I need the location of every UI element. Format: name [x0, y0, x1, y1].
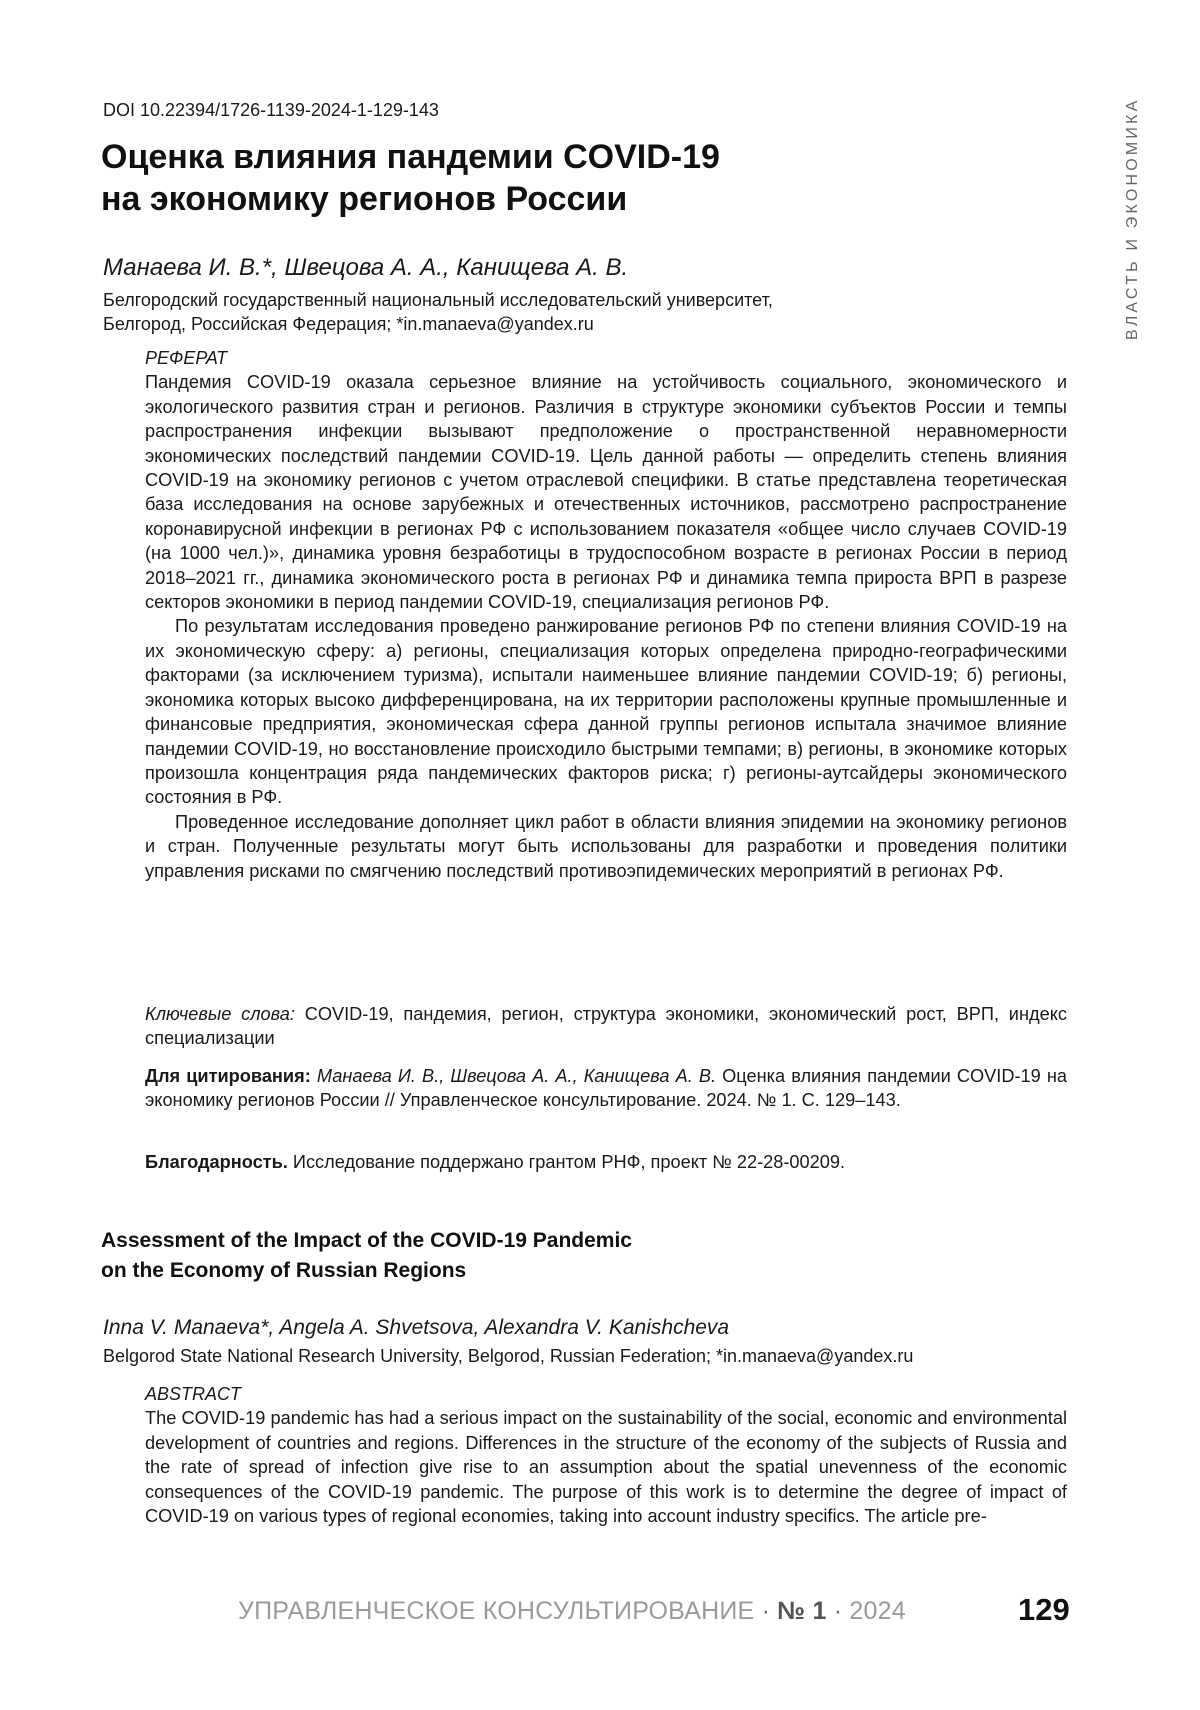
abstract-heading-ru: РЕФЕРАТ — [145, 348, 228, 368]
affiliation-ru: Белгородский государственный национальный исследовательский университет, Белгород, Российская Федерация; *in.manaeva@yandex.ru — [103, 290, 773, 334]
title-en-line1: Assessment of the Impact of the COVID-19 Pandemic — [101, 1229, 632, 1252]
doi[interactable]: DOI 10.22394/1726-1139-2024-1-129-143 — [103, 100, 439, 120]
authors-ru: Манаева И. В.*, Швецова А. А., Канищева А. В. — [103, 254, 629, 281]
acknowledgement-text: Исследование поддержано грантом РНФ, проект № 22-28-00209. — [287, 1152, 846, 1172]
abstract-heading-en: ABSTRACT — [145, 1384, 242, 1404]
abstract-ru — [145, 346, 1067, 883]
authors-en: Inna V. Manaeva*, Angela A. Shvetsova, Alexandra V. Kanishcheva — [103, 1316, 730, 1339]
citation-ru — [145, 1064, 1067, 1113]
footer-separator: · — [833, 1597, 843, 1625]
acknowledgement-ru — [145, 1150, 1067, 1174]
abstract-ru-paragraph: По результатам исследования проведено ранжирование регионов РФ по степени влияния COVID-19 на их экономическую сферу: а) регионы, специализация которых определена природно-географическими факторами (за исключением туризма), испытали наименьшее влияние пандемии COVID-19; б) регионы, экономика которых высоко дифференцирована, на их территории расположены крупные промышленные и финансовые предприятия, экономическая сфера данной группы регионов испытала значимое влияние пандемии COVID-19, но восстановление происходило быстрыми темпами; в) регионы, в экономике которых произошла концентрация ряда пандемических факторов риска; г) регионы-аутсайдеры экономического состояния в РФ. — [145, 616, 1067, 808]
keywords-text: COVID-19, пандемия, регион, структура экономики, экономический рост, ВРП, индекс специализации — [145, 1004, 1067, 1049]
abstract-ru-paragraph: Проведенное исследование дополняет цикл работ в области влияния эпидемии на экономику регионов и стран. Полученные результаты могут быть использованы для разработки и проведения политики управления рисками по смягчению последствий противоэпидемических мероприятий в регионах РФ. — [145, 811, 1067, 881]
footer-separator: · — [761, 1597, 771, 1625]
footer-journal — [238, 1597, 906, 1626]
page-number: 129 — [1018, 1592, 1070, 1627]
citation-authors: Манаева И. В., Швецова А. А., Канищева А. В. — [310, 1066, 717, 1086]
keywords-ru — [145, 1002, 1067, 1051]
title-en-line2: on the Economy of Russian Regions — [101, 1259, 467, 1282]
acknowledgement-label: Благодарность. — [145, 1152, 288, 1172]
title-ru-line1: Оценка влияния пандемии COVID-19 — [101, 138, 720, 176]
article-title-ru — [101, 136, 1001, 220]
affiliation-en: Belgorod State National Research University, Belgorod, Russian Federation; *in.manaeva@yandex.ru — [103, 1346, 914, 1366]
abstract-en — [145, 1382, 1067, 1528]
title-ru-line2: на экономику регионов России — [101, 180, 628, 218]
keywords-label: Ключевые слова: — [145, 1004, 295, 1024]
section-label: ВЛАСТЬ И ЭКОНОМИКА — [1124, 97, 1141, 340]
citation-text: Оценка влияния пандемии COVID-19 на экономику регионов России // Управленческое консультирование. 2024. № 1. С. 129–143. — [145, 1066, 1067, 1111]
issue-year: 2024 — [849, 1597, 906, 1625]
abstract-en-paragraph: The COVID-19 pandemic has had a serious impact on the sustainability of the social, economic and environmental development of countries and regions. Differences in the structure of the economy of the subjects of Russia and the rate of spread of infection give rise to an assumption about the spatial unevenness of the economic consequences of the COVID-19 pandemic. The purpose of this work is to determine the degree of impact of COVID-19 on various types of regional economies, taking into account industry specifics. The article pre- — [145, 1408, 1067, 1527]
article-title-en — [101, 1226, 1001, 1286]
citation-label: Для цитирования: — [145, 1066, 311, 1086]
issue-number: № 1 — [777, 1597, 827, 1625]
journal-name: УПРАВЛЕНЧЕСКОЕ КОНСУЛЬТИРОВАНИЕ — [238, 1597, 755, 1625]
abstract-ru-paragraph: Пандемия COVID-19 оказала серьезное влияние на устойчивость социального, экономического и экологического развития стран и регионов. Различия в структуре экономики субъектов России и темпы распространения инфекции вызывают предположение о пространственной неравномерности экономических последствий пандемии COVID-19. Цель данной работы — определить степень влияния COVID-19 на экономику регионов с учетом отраслевой специфики. В статье представлена теоретическая база исследования на основе зарубежных и отечественных источников, рассмотрено распространение коронавирусной инфекции в регионах РФ с использованием показателя «общее число случаев COVID-19 (на 1000 чел.)», динамика уровня безработицы в трудоспособном возрасте в регионах России в период 2018–2021 гг., динамика экономического роста в регионах РФ и динамика темпа прироста ВРП в разрезе секторов экономики в период пандемии COVID-19, специализация регионов РФ. — [145, 372, 1067, 613]
